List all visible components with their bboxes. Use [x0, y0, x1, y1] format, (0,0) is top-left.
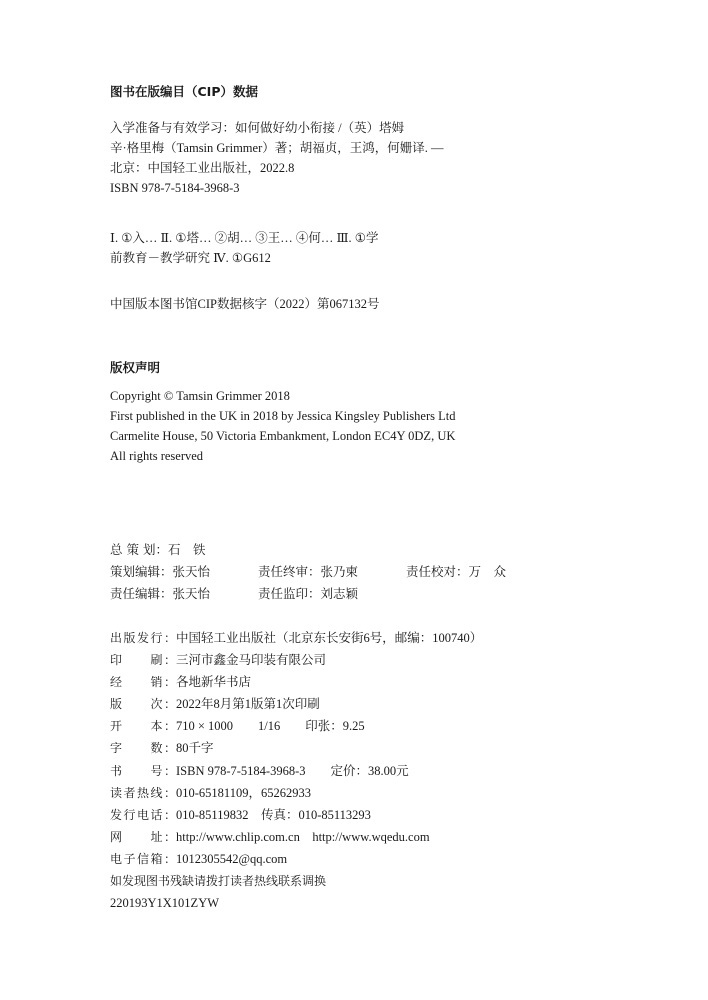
pub-label: 发行电话： [110, 807, 176, 822]
email-address: 1012305542@qq.com [176, 851, 288, 866]
pub-row [110, 892, 482, 914]
pub-label: 字 数： [110, 741, 176, 756]
cip-record-number: 中国版本图书馆CIP数据核字（2022）第067132号 [110, 297, 380, 311]
pub-label: 电子信箱： [110, 851, 176, 866]
print-supervisor: 责任监印：刘志颖 [258, 586, 359, 601]
pub-label: 读者热线： [110, 785, 176, 800]
publishing-info [110, 627, 482, 914]
defect-notice: 如发现图书残缺请拨打读者热线联系调换 [110, 874, 327, 889]
pub-value: 80千字 [176, 741, 214, 756]
pub-value: 各地新华书店 [176, 675, 252, 690]
cip-class-line: 前教育－教学研究 Ⅳ. ①G612 [110, 251, 271, 265]
pub-value: 010-65181109，65262933 [176, 785, 311, 800]
copyright-statement [110, 386, 455, 466]
pub-value: 710 × 1000 1/16 印张：9.25 [176, 719, 365, 734]
cip-isbn: ISBN 978-7-5184-3968-3 [110, 181, 240, 195]
cip-record [110, 118, 443, 198]
cip-line: 辛·格里梅（Tamsin Grimmer）著；胡福贞，王鸿，何姗译. — [110, 141, 444, 155]
copyright-line: First published in the UK in 2018 by Jessica Kingsley Publishers Ltd [110, 409, 456, 423]
pub-row [110, 627, 482, 649]
pub-row [110, 804, 482, 826]
cip-classification [110, 228, 378, 268]
cip-class-line: Ⅰ. ①入… Ⅱ. ①塔… ②胡… ③王… ④何… Ⅲ. ①学 [110, 231, 379, 245]
pub-row [110, 737, 482, 759]
pub-label: 版 次： [110, 697, 176, 712]
proofreader: 责任校对：万 众 [406, 564, 507, 579]
responsible-editor: 责任编辑：张天怡 [110, 586, 211, 601]
staff-row [110, 539, 506, 561]
copyright-line: Copyright © Tamsin Grimmer 2018 [110, 389, 290, 403]
print-code: 220193Y1X101ZYW [110, 896, 220, 911]
pub-label: 书 号： [110, 763, 176, 778]
pub-label: 出版发行： [110, 631, 176, 645]
pub-row [110, 870, 482, 892]
pub-label: 印 刷： [110, 653, 176, 668]
pub-label: 网 址： [110, 829, 176, 844]
pub-value: 2022年8月第1版第1次印刷 [176, 697, 320, 712]
staff-row [110, 583, 506, 605]
pub-label: 经 销： [110, 675, 176, 690]
pub-row [110, 693, 482, 715]
pub-row [110, 715, 482, 737]
copyright-line: Carmelite House, 50 Victoria Embankment, London EC4Y 0DZ, UK [110, 429, 456, 443]
pub-value: 010-85119832 传真：010-85113293 [176, 807, 371, 822]
pub-row [110, 848, 482, 870]
pub-value: 三河市鑫金马印装有限公司 [176, 653, 327, 668]
copyright-heading: 版权声明 [110, 360, 161, 375]
pub-row [110, 649, 482, 671]
pub-row [110, 782, 482, 804]
cip-line: 北京：中国轻工业出版社，2022.8 [110, 161, 295, 175]
pub-row [110, 671, 482, 693]
cip-heading: 图书在版编目（CIP）数据 [110, 84, 258, 99]
pub-value: ISBN 978-7-5184-3968-3 定价：38.00元 [176, 763, 409, 778]
editorial-staff [110, 539, 506, 605]
staff-row [110, 561, 506, 583]
copyright-line: All rights reserved [110, 449, 204, 463]
pub-value: 中国轻工业出版社（北京东长安街6号，邮编：100740） [176, 631, 483, 645]
final-reviewer: 责任终审：张乃柬 [258, 564, 359, 579]
website-urls: http://www.chlip.com.cn http://www.wqedu.com [176, 829, 430, 844]
planning-editor: 策划编辑：张天怡 [110, 564, 211, 579]
chief-planner: 总 策 划：石 铁 [110, 542, 206, 557]
pub-row [110, 826, 482, 848]
pub-row [110, 760, 482, 782]
cip-line: 入学准备与有效学习：如何做好幼小衔接 /（英）塔姆 [110, 121, 405, 135]
pub-label: 开 本： [110, 719, 176, 734]
